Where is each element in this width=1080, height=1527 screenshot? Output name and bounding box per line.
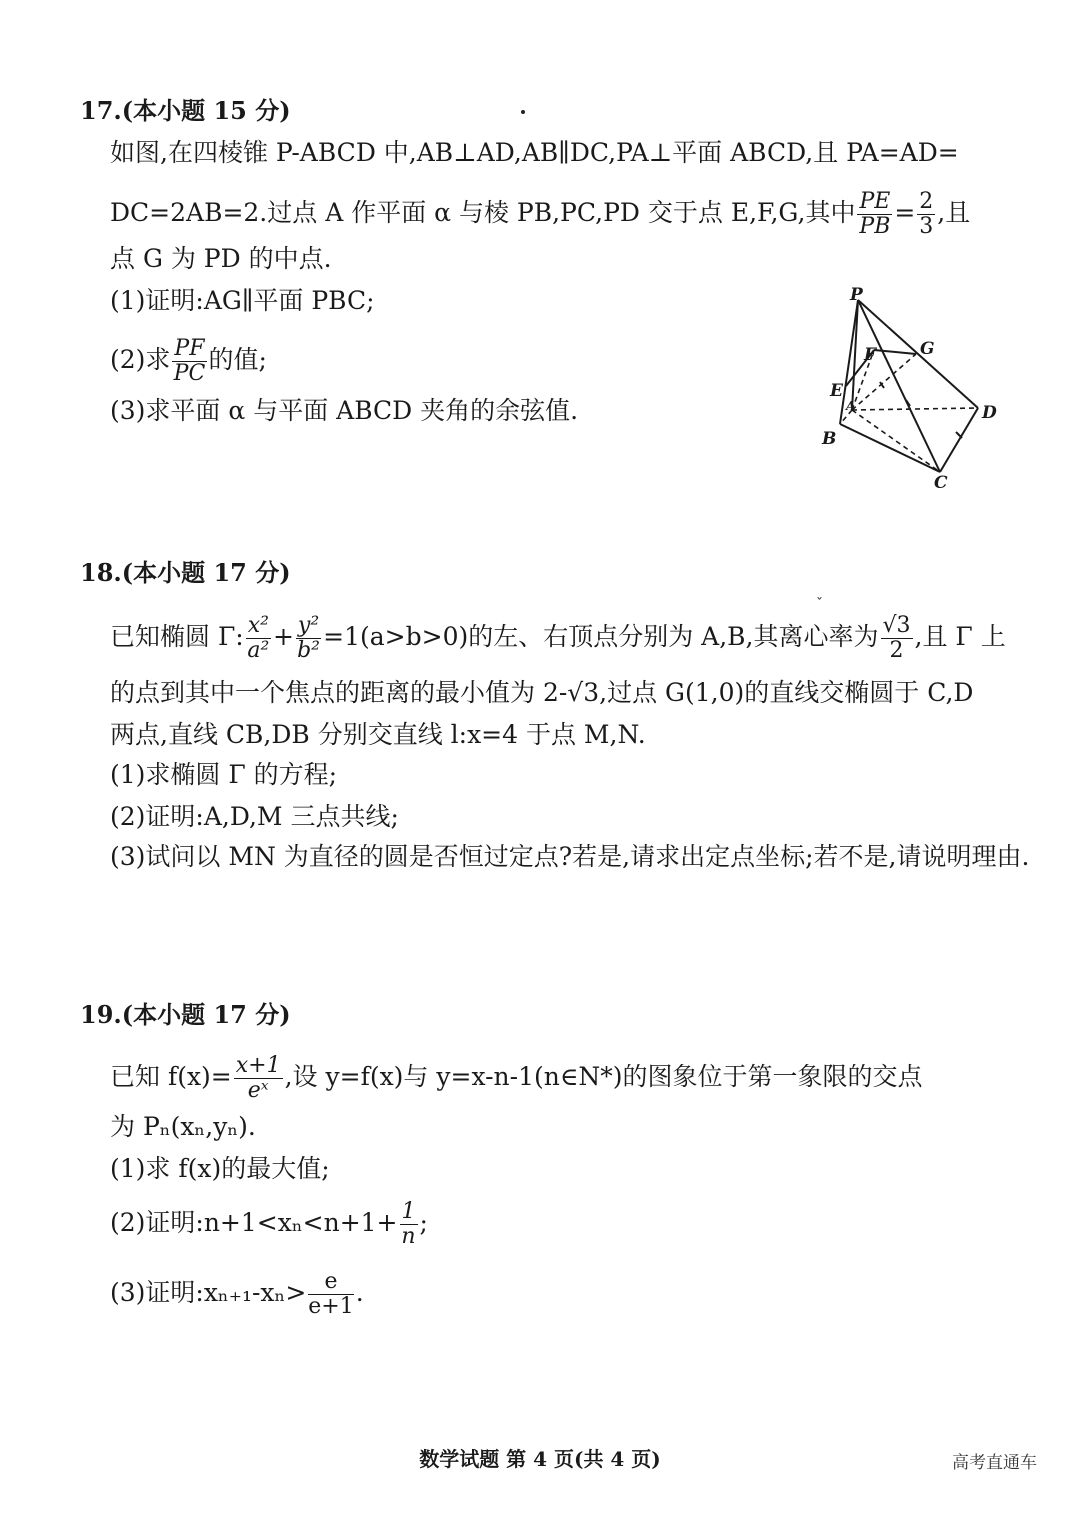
q18-frac-y2-b2: $\frac{\text{y²}}{\text{b²}}$: [297, 613, 320, 663]
q17-line-3: 点 G 为 PD 的中点.: [110, 244, 332, 273]
q19-part-3: (3)证明:xₙ₊₁-xₙ> $\frac{e}{e+1}$ .: [110, 1269, 364, 1319]
edge-cd: [940, 408, 978, 472]
q19-frac-e-e1: $\frac{e}{e+1}$: [308, 1269, 354, 1319]
q19-frac-1-n: $\frac{1}{n}$: [401, 1199, 416, 1249]
q18-line-2: 的点到其中一个焦点的距离的最小值为 2-√3,过点 G(1,0)的直线交椭圆于 C,D: [110, 678, 974, 707]
q18-part-2: (2)证明:A,D,M 三点共线;: [110, 802, 399, 831]
q19-line-1: 已知 f(x)= $\frac{x+1}{\text{eˣ}}$ ,设 y=f(x)与 y=x-n-1(n∈N*)的图象位于第一象限的交点: [110, 1053, 923, 1103]
stray-dot: [521, 110, 525, 114]
label-d: D: [982, 403, 997, 423]
q17-part-2: (2)求 $\frac{PF}{PC}$ 的值;: [110, 336, 267, 386]
q18-line-1: 已知椭圆 Γ: $\frac{\text{x²}}{\text{a²}}$ + $\frac{\text{y²}}{\text{b²}}$ =1(a>b>0)的左、右顶点分别为 A,B,其离心率为 $\frac{√3}{2}$ ,且 Γ 上: [110, 613, 1006, 663]
q17-heading: 17.(本小题 15 分): [80, 96, 291, 125]
q18-heading: 18.(本小题 17 分): [80, 558, 291, 587]
line-fg: [874, 350, 916, 354]
edge-pc: [858, 300, 940, 472]
q19-frac-fx: $\frac{x+1}{\text{eˣ}}$: [235, 1053, 281, 1103]
edge-bc: [840, 424, 940, 472]
q19-heading: 19.(本小题 17 分): [80, 1000, 291, 1029]
q17-ratio-pe-pb: $\frac{PE}{PB}$: [859, 189, 891, 239]
check-mark: ˇ: [816, 596, 823, 612]
label-f: F: [864, 345, 877, 365]
q17-ratio-pf-pc: $\frac{PF}{PC}$: [173, 336, 206, 386]
pyramid-figure: [810, 282, 1010, 488]
q18-eccentricity: $\frac{√3}{2}$: [882, 613, 911, 663]
edge-ad: [852, 408, 978, 410]
q17-ratio-value: $\frac{2}{3}$: [919, 189, 934, 239]
q19-part-1: (1)求 f(x)的最大值;: [110, 1154, 330, 1183]
label-a: A: [846, 399, 856, 413]
q17-line-2: DC=2AB=2.过点 A 作平面 α 与棱 PB,PC,PD 交于点 E,F,G,其中 $\frac{PE}{PB}$ = $\frac{2}{3}$ ,且: [110, 189, 971, 239]
q18-frac-x2-a2: $\frac{\text{x²}}{\text{a²}}$: [247, 613, 270, 663]
q19-line-2: 为 Pₙ(xₙ,yₙ).: [110, 1112, 256, 1141]
watermark: 高考直通车: [952, 1453, 1037, 1473]
page-footer: 数学试题 第 4 页(共 4 页): [419, 1447, 661, 1471]
q18-part-3: (3)试问以 MN 为直径的圆是否恒过定点?若是,请求出定点坐标;若不是,请说明理由.: [110, 842, 1030, 871]
q18-line-3: 两点,直线 CB,DB 分别交直线 l:x=4 于点 M,N.: [110, 720, 646, 749]
q17-part-1: (1)证明:AG∥平面 PBC;: [110, 286, 375, 315]
q17-line-1: 如图,在四棱锥 P-ABCD 中,AB⊥AD,AB∥DC,PA⊥平面 ABCD,且 PA=AD=: [110, 138, 959, 167]
label-c: C: [934, 473, 948, 488]
label-g: G: [920, 339, 935, 359]
q17-part-3: (3)求平面 α 与平面 ABCD 夹角的余弦值.: [110, 396, 579, 425]
label-b: B: [822, 429, 837, 449]
q19-part-2: (2)证明:n+1<xₙ<n+1+ $\frac{1}{n}$ ;: [110, 1199, 428, 1249]
label-e: E: [830, 381, 843, 401]
q18-part-1: (1)求椭圆 Γ 的方程;: [110, 760, 338, 789]
edge-ac: [852, 410, 940, 472]
label-p: P: [850, 285, 863, 305]
q17-line-2-text: DC=2AB=2.过点 A 作平面 α 与棱 PB,PC,PD 交于点 E,F,G,其中: [110, 198, 856, 227]
